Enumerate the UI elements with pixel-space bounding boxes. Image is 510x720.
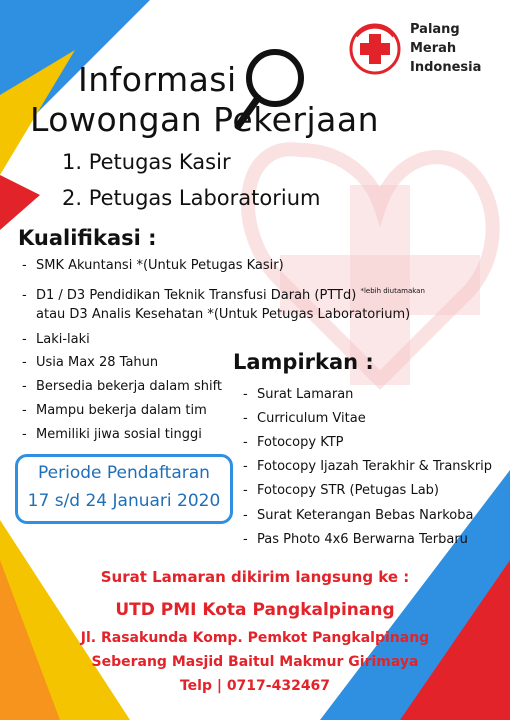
attachment-item: - Fotocopy Ijazah Terakhir & Transkrip [243,459,493,474]
logo-line-1: Palang [410,22,460,37]
attachment-item: - Surat Lamaran [243,387,354,402]
pmi-logo [348,18,508,80]
qualification-item: - Bersedia bekerja dalam shift [22,379,223,394]
attachment-item: - Curriculum Vitae [243,411,366,426]
qualification-item: - D1 / D3 Pendidikan Teknik Transfusi Darah (PTTd) $^{*lebih diutamakan}$ [22,287,425,303]
qualification-item-continued: atau D3 Analis Kesehatan *(Untuk Petugas Laboratorium) [36,307,411,322]
send-application-label: Surat Lamaran dikirim langsung ke : [100,568,410,586]
registration-period-title: Periode Pendaftaran [38,463,210,483]
organization-name: UTD PMI Kota Pangkalpinang [115,600,395,620]
attachment-item: - Surat Keterangan Bebas Narkoba [243,508,474,523]
logo-line-2: Merah [410,41,457,56]
title-line-2: Lowongan Pekerjaan [30,100,380,139]
attachment-item: - Pas Photo 4x6 Berwarna Terbaru [243,532,468,547]
registration-period-dates: 17 s/d 24 Januari 2020 [27,491,221,511]
logo-text [410,20,481,77]
qualification-item: - Laki-laki [22,332,90,347]
address-line-2: Seberang Masjid Baitul Makmur Girimaya [91,654,419,670]
red-cross-emblem-icon [348,22,402,76]
qualification-item: - SMK Akuntansi *(Untuk Petugas Kasir) [22,258,284,273]
job-position-2: 2. Petugas Laboratorium [62,186,321,210]
address-line-1: Jl. Rasakunda Komp. Pemkot Pangkalpinang [80,630,430,646]
qualification-item: - Mampu bekerja dalam tim [22,403,207,418]
preferred-note: *lebih diutamakan [360,287,425,295]
attachments-heading: Lampirkan : [233,350,374,374]
attachment-item: - Fotocopy STR (Petugas Lab) [243,483,439,498]
logo-line-3: Indonesia [410,60,482,75]
title-line-1: Informasi [78,60,237,99]
qualification-item: - Usia Max 28 Tahun [22,355,159,370]
attachment-item: - Fotocopy KTP [243,435,344,450]
phone-number: Telp | 0717-432467 [179,678,331,694]
corner-triangle-red-top [0,175,40,230]
job-position-1: 1. Petugas Kasir [62,150,231,174]
qualifications-heading: Kualifikasi : [18,226,157,250]
registration-period-box [15,454,233,524]
qualification-item: - Memiliki jiwa sosial tinggi [22,427,202,442]
